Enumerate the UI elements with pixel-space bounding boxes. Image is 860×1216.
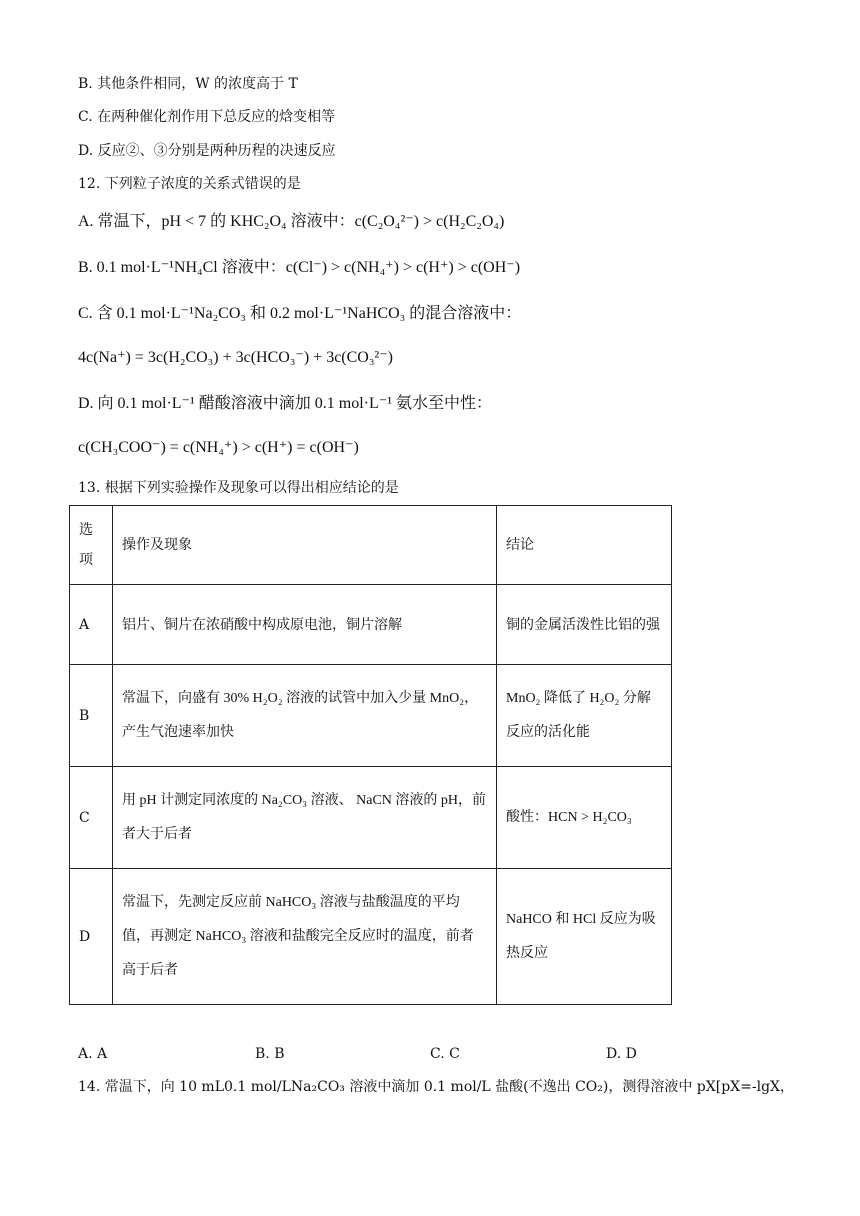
table-row [70,869,672,1005]
row-option: A [70,585,113,665]
header-option: 选项 [70,506,113,585]
row-operation: 用 pH 计测定同浓度的 Na₂CO₃ 溶液、 NaCN 溶液的 pH，前者大于后者 [113,767,497,869]
table-header-row [70,506,672,585]
q12-option-d-equation: c(CH₃COO⁻) = c(NH₄⁺) > c(H⁺) = c(OH⁻) [78,439,359,456]
q13-table [69,505,672,1005]
row-operation: 常温下，向盛有 30% H₂O₂ 溶液的试管中加入少量 MnO₂，产生气泡速率加快 [113,665,497,767]
row-conclusion: 铜的金属活泼性比铝的强 [497,585,672,665]
header-conclusion: 结论 [497,506,672,585]
row-conclusion: NaHCO 和 HCl 反应为吸热反应 [497,869,672,1005]
row-operation: 常温下，先测定反应前 NaHCO₃ 溶液与盐酸温度的平均值，再测定 NaHCO₃ 溶液和盐酸完全反应时的温度，前者高于后者 [113,869,497,1005]
q12-option-a: A. 常温下，pH < 7 的 KHC₂O₄ 溶液中：c(C₂O₄²⁻) > c(H₂C₂O₄) [78,213,505,230]
row-option: C [70,767,113,869]
q12-option-c-equation: 4c(Na⁺) = 3c(H₂CO₃) + 3c(HCO₃⁻) + 3c(CO₃²⁻) [78,349,393,366]
choice-b: B. B [255,1046,285,1062]
row-operation: 铝片、铜片在浓硝酸中构成原电池，铜片溶解 [113,585,497,665]
table-row [70,585,672,665]
q12-option-c-intro: C. 含 0.1 mol·L⁻¹Na₂CO₃ 和 0.2 mol·L⁻¹NaHCO₃ 的混合溶液中： [78,305,522,322]
header-operation: 操作及现象 [113,506,497,585]
row-option: B [70,665,113,767]
q12-option-b: B. 0.1 mol·L⁻¹NH₄Cl 溶液中：c(Cl⁻) > c(NH₄⁺) > c(H⁺) > c(OH⁻) [78,259,521,276]
row-conclusion: MnO₂ 降低了 H₂O₂ 分解反应的活化能 [497,665,672,767]
q12-option-d-intro: D. 向 0.1 mol·L⁻¹ 醋酸溶液中滴加 0.1 mol·L⁻¹ 氨水至中性： [78,395,493,412]
q13-stem: 13. 根据下列实验操作及现象可以得出相应结论的是 [78,480,399,496]
row-option: D [70,869,113,1005]
q11-option-b: B. 其他条件相同，W 的浓度高于 T [78,76,298,92]
q11-option-d: D. 反应②、③分别是两种历程的决速反应 [78,143,336,159]
q12-stem: 12. 下列粒子浓度的关系式错误的是 [78,176,301,192]
choice-c: C. C [430,1046,460,1062]
table-row [70,665,672,767]
choice-d: D. D [606,1046,637,1062]
table-row [70,767,672,869]
q14-stem: 14. 常温下，向 10 mL0.1 mol/LNa₂CO₃ 溶液中滴加 0.1 mol/L 盐酸(不逸出 CO₂)，测得溶液中 pX[pX=-lgX， [78,1079,794,1095]
row-conclusion: 酸性：HCN > H₂CO₃ [497,767,672,869]
choice-a: A. A [78,1046,108,1062]
q11-option-c: C. 在两种催化剂作用下总反应的焓变相等 [78,109,336,125]
